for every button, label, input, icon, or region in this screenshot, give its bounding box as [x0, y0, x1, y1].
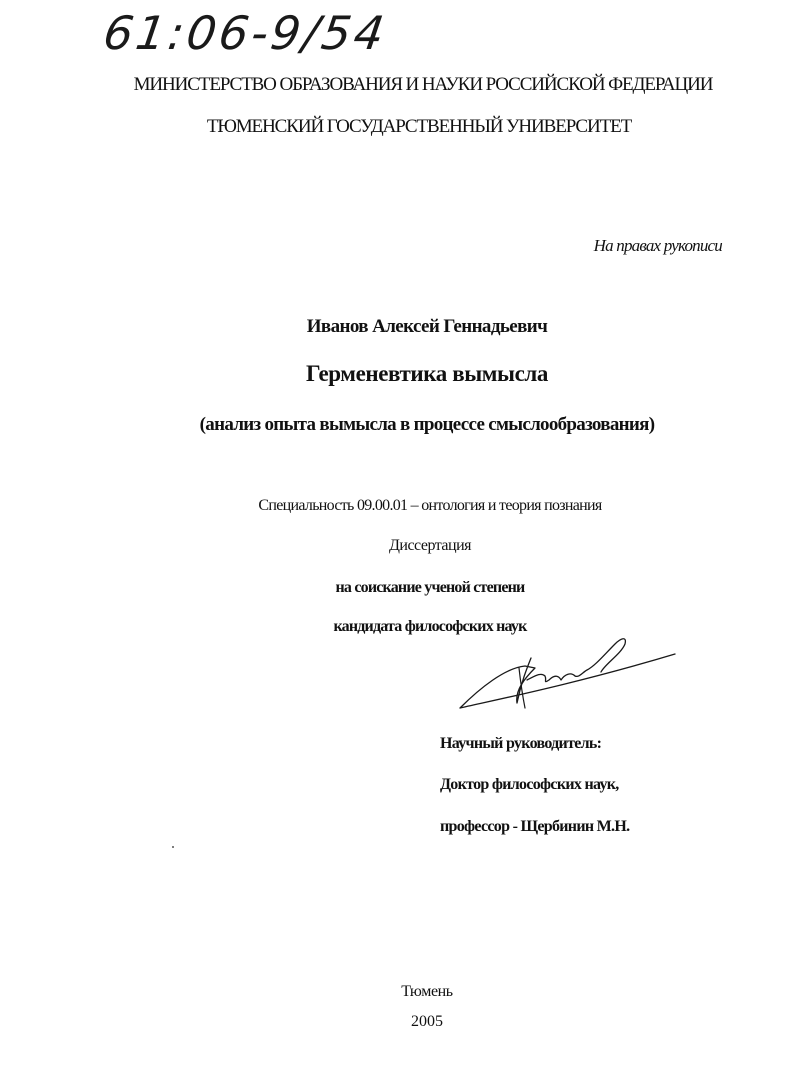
specialty-line: Специальность 09.00.01 – онтология и теория познания — [258, 497, 602, 514]
handwritten-stamp-number: 61:06-9/54 — [100, 6, 391, 60]
author-name: Иванов Алексей Геннадьевич — [306, 316, 548, 337]
ministry-heading: МИНИСТЕРСТВО ОБРАЗОВАНИЯ И НАУКИ РОССИЙСКОЙ ФЕДЕРАЦИИ — [133, 74, 713, 95]
university-heading: ТЮМЕНСКИЙ ГОСУДАРСТВЕННЫЙ УНИВЕРСИТЕТ — [206, 116, 632, 137]
handwritten-signature — [455, 628, 680, 713]
degree-line-2: кандидата философских наук — [333, 618, 527, 635]
city: Тюмень — [401, 983, 453, 1000]
supervisor-label: Научный руководитель: — [440, 735, 602, 752]
rights-note: На правах рукописи — [593, 236, 722, 255]
supervisor-name: профессор - Щербинин М.Н. — [440, 818, 630, 835]
dissertation-title: Герменевтика вымысла — [305, 361, 549, 386]
year: 2005 — [411, 1013, 443, 1030]
degree-line-1: на соискание ученой степени — [335, 579, 525, 596]
supervisor-degree: Доктор философских наук, — [440, 776, 619, 793]
scan-speck — [172, 846, 174, 848]
dissertation-subtitle: (анализ опыта вымысла в процессе смыслообразования) — [199, 414, 655, 435]
work-type: Диссертация — [388, 537, 472, 554]
